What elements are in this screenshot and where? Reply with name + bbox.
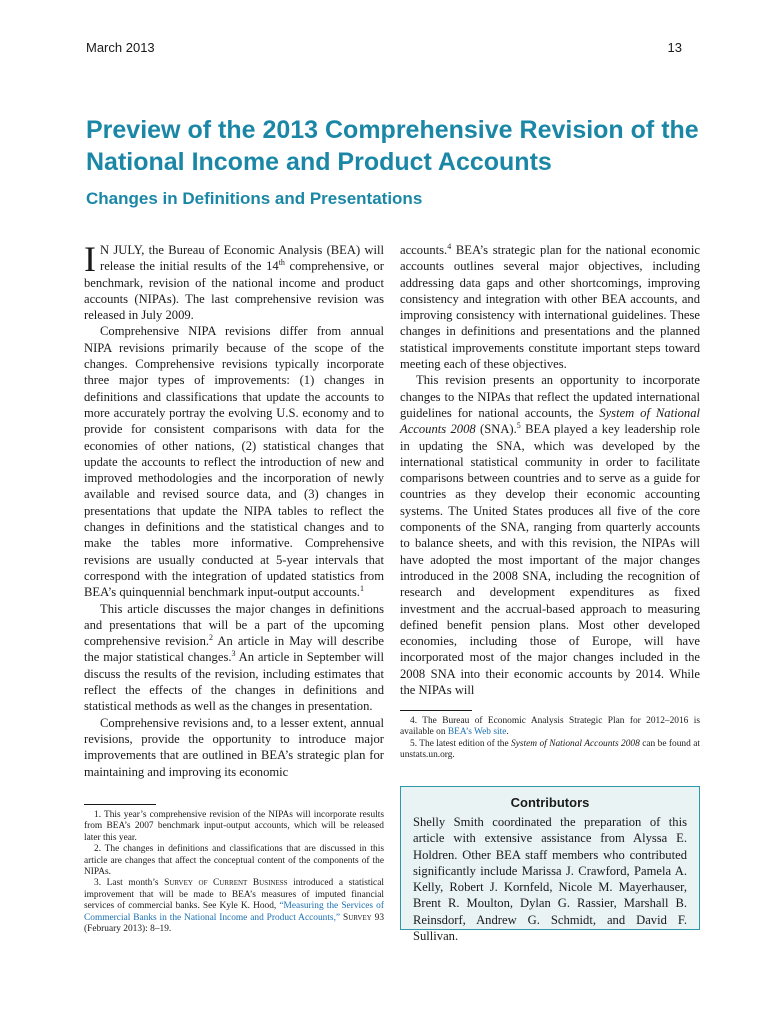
fn3-journal-name: Survey of Current Business xyxy=(164,878,288,889)
left-paragraph-1 xyxy=(84,239,384,323)
footnote-ref-3: 3 xyxy=(231,649,236,659)
footnote-5 xyxy=(400,739,700,762)
header-date: March 2013 xyxy=(86,40,155,55)
fn5-text-b: can be found at unstats.un.org. xyxy=(400,738,700,761)
fn3-journal-short: Survey xyxy=(340,912,372,923)
footnote-rule-right xyxy=(400,710,472,711)
contributors-title: Contributors xyxy=(510,795,590,810)
footnote-4 xyxy=(400,716,700,739)
fn3-text-b: introduced a statistical improvement that will be made to BEA’s measures of imputed financial services of commercial banks. See Kyle K. Hood, xyxy=(84,878,384,912)
fn4-text-b: . xyxy=(506,727,509,738)
footnote-3 xyxy=(84,878,384,935)
footnote-ref-5: 5 xyxy=(516,421,521,431)
fn3-article-link[interactable]: “Measuring the Services of Commercial Banks in the National Income and Product Accounts,” xyxy=(84,901,384,923)
contributors-text: Shelly Smith coordinated the preparation of this article with extensive assistance from Alyssa E. Holdren. Other BEA staff members who contributed significantly include Marissa J. Crawford, Pamela A. Kelly, Robert J. Kornfeld, Nicole M. Mayerhauser, Brent R. Moulton, Dylan G. Rassier, Marshall B. Reinsdorf, Andrew G. Schmidt, and David F. Sullivan. xyxy=(413,815,687,944)
left-column xyxy=(84,239,384,780)
right-p2-text-c: BEA played a key leadership role in updating the SNA, which was developed by the international statistical community in order to facilitate comparisons between countries and to serve as a guide for countries as they develop their economic accounting systems. The United States produces all five of the core components of the SNA, ranging from quarterly accounts to balance sheets, and with this revision, the NIPAs will have adopted the most important of the major changes introduced in the 2008 SNA, including the recognition of research and development expenditures as fixed investment and the accrual-based approach to measuring defined benefit pension plans. Most other developed economies, including those of Europe, will have incorporated most of the major changes included in the 2008 SNA into their economic accounts by 2014. While the NIPAs will xyxy=(400,422,700,698)
left-p2-text: Comprehensive NIPA revisions differ from annual NIPA revisions primarily because of the scope of the changes. Comprehensive revisions typically incorporate three major types of improvements: (1) changes in definitions and classifications that update the accounts to more accurately portray the evolving U.S. economy and to provide for consistent comparisons with data for the economies of other nations, (2) statistical changes that update the accounts to reflect the introduction of new and improved methodologies and the incorporation of newly available and revised source data, and (3) changes in presentations that update the NIPA tables to reflect the changes in definitions and the statistical changes and to make the tables more informative. Comprehensive revisions are usually conducted at 5-year intervals that correspond with the integration of updated statistics from BEA’s quinquennial benchmark input-output accounts. xyxy=(84,324,384,600)
right-paragraph-2 xyxy=(400,372,700,698)
left-paragraph-4: Comprehensive revisions and, to a lesser extent, annual revisions, provide the opportunity to introduce major improvements that are outlined in BEA’s strategic plan for maintaining and improving its economic xyxy=(84,715,384,779)
footnote-rule-left xyxy=(84,804,156,805)
page-number: 13 xyxy=(667,40,682,55)
sna-title-italic: System of National Accounts 2008 xyxy=(400,405,700,437)
article-title: Preview of the 2013 Comprehensive Revision of the National Income and Product Accounts xyxy=(86,116,699,176)
fn5-sna-italic: System of National Accounts 2008 xyxy=(511,738,640,749)
right-p1-text-b: BEA’s strategic plan for the national economic accounts outlines several major objectives, including addressing data gaps and other shortcomings, improving consistency and integration with other BEA accounts, and improving consistency with international guidelines. These changes in definitions and presentations and the planned statistical improvements constitute important steps toward meeting each of these objectives. xyxy=(400,243,700,372)
left-p1-sup: th xyxy=(278,258,285,268)
article-subtitle: Changes in Definitions and Presentations xyxy=(86,189,423,208)
left-p3-text-b: An article in May will describe the major statistical changes. xyxy=(84,634,384,665)
fn3-text-c: 93 (February 2013): 8–19. xyxy=(84,912,385,935)
footnote-1: 1. This year’s comprehensive revision of the NIPAs will incorporate results from BEA’s 2007 benchmark input-output accounts, which will be released later this year. xyxy=(84,810,384,843)
footnotes-right xyxy=(400,716,700,762)
footnote-ref-4: 4 xyxy=(447,241,452,251)
footnote-2: 2. The changes in definitions and classifications that are discussed in this article are changes that affect the conceptual content of the components of the NIPAs. xyxy=(84,844,384,878)
right-column xyxy=(400,242,700,698)
left-p1-text: N JULY, the Bureau of Economic Analysis (BEA) will release the initial results of the 14 xyxy=(100,243,384,274)
fn5-text-a: 5. The latest edition of the xyxy=(410,738,512,749)
drop-cap: I xyxy=(84,239,96,279)
contributors-box xyxy=(400,786,700,944)
footnotes-left xyxy=(84,810,384,935)
left-p3-text-a: This article discusses the major changes in definitions and presentations that will be a part of the upcoming comprehensive revision. xyxy=(84,601,384,649)
left-p3-text-c: An article in September will discuss the results of the revision, including estimates that reflect the effects of the changes in definitions and statistical methods as well as the changes in presentation. xyxy=(84,650,384,714)
footnote-ref-1: 1 xyxy=(359,584,364,594)
fn3-text-a: 3. Last month’s xyxy=(94,878,165,889)
right-paragraph-1 xyxy=(400,242,700,372)
right-p1-text-a: accounts. xyxy=(400,243,448,257)
left-paragraph-2 xyxy=(84,323,384,600)
right-p2-text-b: (SNA). xyxy=(475,422,517,437)
left-paragraph-3 xyxy=(84,601,384,715)
fn4-text-a: 4. The Bureau of Economic Analysis Strategic Plan for 2012–2016 is available on xyxy=(400,716,700,738)
footnote-ref-2: 2 xyxy=(209,632,214,642)
bea-website-link[interactable]: BEA’s Web site xyxy=(447,727,507,738)
right-p2-text-a: This revision presents an opportunity to incorporate changes to the NIPAs that reflect the updated international guidelines for national accounts, the xyxy=(400,373,700,420)
left-p1-text-b: comprehensive, or benchmark, revision of the national income and product accounts (NIPAs). The last comprehensive revision was released in July 2009. xyxy=(84,259,384,323)
